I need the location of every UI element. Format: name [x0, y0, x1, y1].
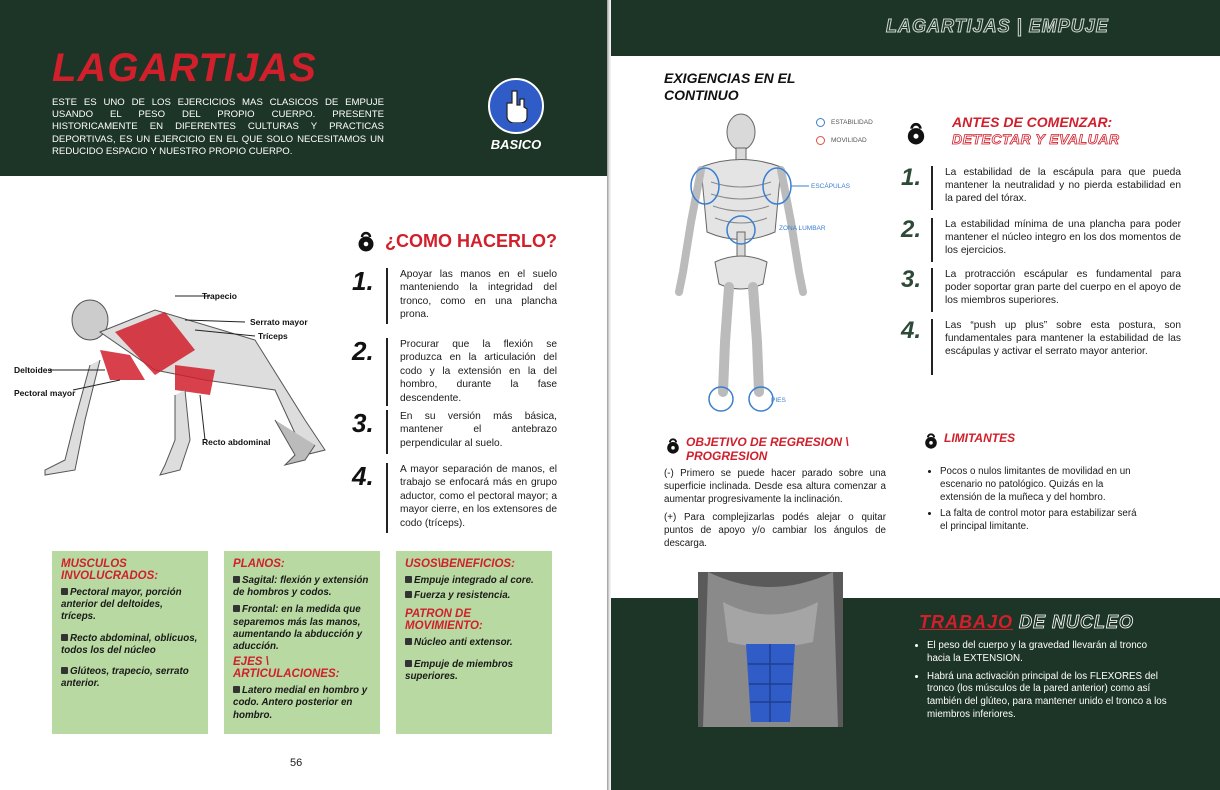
core-item: • El peso del cuerpo y la gravedad llevarán al tronco hacia la EXTENSION.: [927, 640, 1169, 666]
step-2: 2. Procurar que la flexión se produzca en la articulación del codo y la extensión en la del hombro, durante la fase descendente.: [352, 338, 557, 406]
exercise-intro: ESTE ES UNO DE LOS EJERCICIOS MAS CLASICOS DE EMPUJE USANDO EL PESO DEL PROPIO CUERPO. PRESENTE HISTORICAMENTE EN DIFERENTES CULTURAS Y PRACTICAS DEPORTIVAS, ES UN EJERCICIO EN EL QUE SOLO NECESITAMOS UN REDUCIDO ESPACIO Y NUESTRO PROPIO CUERPO.: [52, 97, 384, 157]
regression-title: OBJETIVO DE REGRESION \ PROGRESION: [686, 435, 849, 463]
label-escapulas: ESCÁPULAS: [811, 183, 851, 190]
level-badge: [488, 78, 544, 134]
bullet-icon: [233, 686, 240, 693]
label-lumbar: ZONA LUMBAR: [779, 225, 826, 232]
bullet-icon: [405, 576, 412, 583]
label-pies: PIES: [771, 397, 786, 404]
step-3: 3. En su versión más básica, mantener el antebrazo perpendicular al suelo.: [352, 410, 557, 454]
step-1: 1. Apoyar las manos en el suelo manteniendo la integridad del tronco, como en una plancha prona.: [352, 268, 557, 324]
limit-item: • Pocos o nulos limitantes de movilidad en un escenario no patológico. Quizás en la extensión de la muñeca y del hombro.: [940, 465, 1146, 504]
bullet-icon: [61, 588, 68, 595]
bullet-icon: [405, 660, 412, 667]
skeleton-illustration: [671, 112, 811, 417]
check-3: 3. La protracción escápular es fundamental para poder soportar gran parte del cuerpo en el apoyo de los miembros superiores.: [901, 268, 1181, 312]
regression-item-2: (+) Para complejizarlas podés alejar o quitar puntos de apoyo y/o cambiar los ángulos de descarga.: [664, 512, 886, 549]
bullet-icon: [61, 634, 68, 641]
left-page: [0, 0, 608, 790]
kettlebell-icon: [666, 437, 680, 454]
kettlebell-icon: [357, 230, 375, 252]
bullet-icon: [405, 638, 412, 645]
demands-title: EXIGENCIAS EN EL CONTINUO: [664, 70, 796, 103]
kettlebell-icon: [906, 121, 926, 145]
section-header: LAGARTIJAS | EMPUJE: [886, 16, 1109, 36]
mobility-legend: MOVILIDAD: [816, 136, 867, 145]
label-pectoral: Pectoral mayor: [14, 388, 76, 398]
page-number: 56: [290, 757, 303, 769]
limit-item: • La falta de control motor para estabilizar será el principal limitante.: [940, 507, 1146, 533]
planes-box: PLANOS: Sagital: flexión y extensión de hombros y codos. Frontal: en la medida que separemos más las manos, aumentando la abducción y aducción. EJES \ ARTICULACIONES: Latero medial en hombro y codo. Antero posterior en hombro.: [224, 551, 380, 734]
label-deltoides: Deltoides: [14, 365, 53, 375]
limits-list: [921, 465, 1146, 533]
how-title: ¿COMO HACERLO?: [385, 231, 557, 251]
muscles-box: MUSCULOS INVOLUCRADOS: Pectoral mayor, porción anterior del deltoides, tríceps. Recto abdominal, oblicuos, todos los del núcleo Glúteos, trapecio, serrato anterior.: [52, 551, 208, 734]
before-title: ANTES DE COMENZAR:: [952, 114, 1113, 130]
check-2: 2. La estabilidad mínima de una plancha para poder mantener el núcleo integro en los dos momentos de los ejercicios.: [901, 218, 1181, 262]
label-triceps: Tríceps: [258, 331, 288, 341]
bullet-icon: [233, 605, 240, 612]
label-trapecio: Trapecio: [202, 291, 237, 301]
mobility-dot-icon: [816, 136, 825, 145]
label-serrato: Serrato mayor: [250, 317, 308, 327]
bullet-icon: [61, 667, 68, 674]
exercise-title: LAGARTIJAS: [52, 46, 317, 90]
step-4: 4. A mayor separación de manos, el trabajo se enfocará más en grupo aductor, como el pectoral mayor; a mayor cierre, en los extensores de codo (tríceps).: [352, 463, 557, 533]
bullet-icon: [233, 576, 240, 583]
stability-legend: ESTABILIDAD: [816, 118, 873, 127]
core-list: [909, 640, 1169, 722]
bullet-icon: [405, 591, 412, 598]
right-page: [611, 0, 1220, 790]
check-4: 4. Las “push up plus” sobre esta postura, son fundamentales para mantener la estabilidad de las escápulas y activar el serrato mayor anterior.: [901, 319, 1181, 375]
kettlebell-icon: [924, 432, 938, 449]
level-label: BASICO: [490, 137, 542, 152]
pushup-illustration: [5, 270, 355, 530]
core-title: TRABAJO DE NUCLEO: [919, 612, 1135, 632]
regression-item-1: (-) Primero se puede hacer parado sobre una superficie inclinada. Desde esa altura comenzar a aumentar progresivamente la inclinación.: [664, 468, 886, 505]
core-item: • Habrá una activación principal de los FLEXORES del tronco (los músculos de la pared anterior) como así también del glúteo, para mantener unido el tronco a los miembros inferiores.: [927, 671, 1169, 722]
pointing-hand-icon: [501, 89, 531, 123]
stability-dot-icon: [816, 118, 825, 127]
uses-box: USOS\BENEFICIOS: Empuje integrado al core. Fuerza y resistencia. PATRON DE MOVIMIENTO: Núcleo anti extensor. Empuje de miembros superiores.: [396, 551, 552, 734]
limits-title: LIMITANTES: [944, 431, 1016, 445]
label-recto: Recto abdominal: [202, 437, 271, 447]
torso-image: [698, 572, 843, 727]
before-subtitle: DETECTAR Y EVALUAR: [952, 131, 1120, 147]
check-1: 1. La estabilidad de la escápula para que pueda mantener la neutralidad y no pierda estabilidad en la pared del tórax.: [901, 166, 1181, 210]
